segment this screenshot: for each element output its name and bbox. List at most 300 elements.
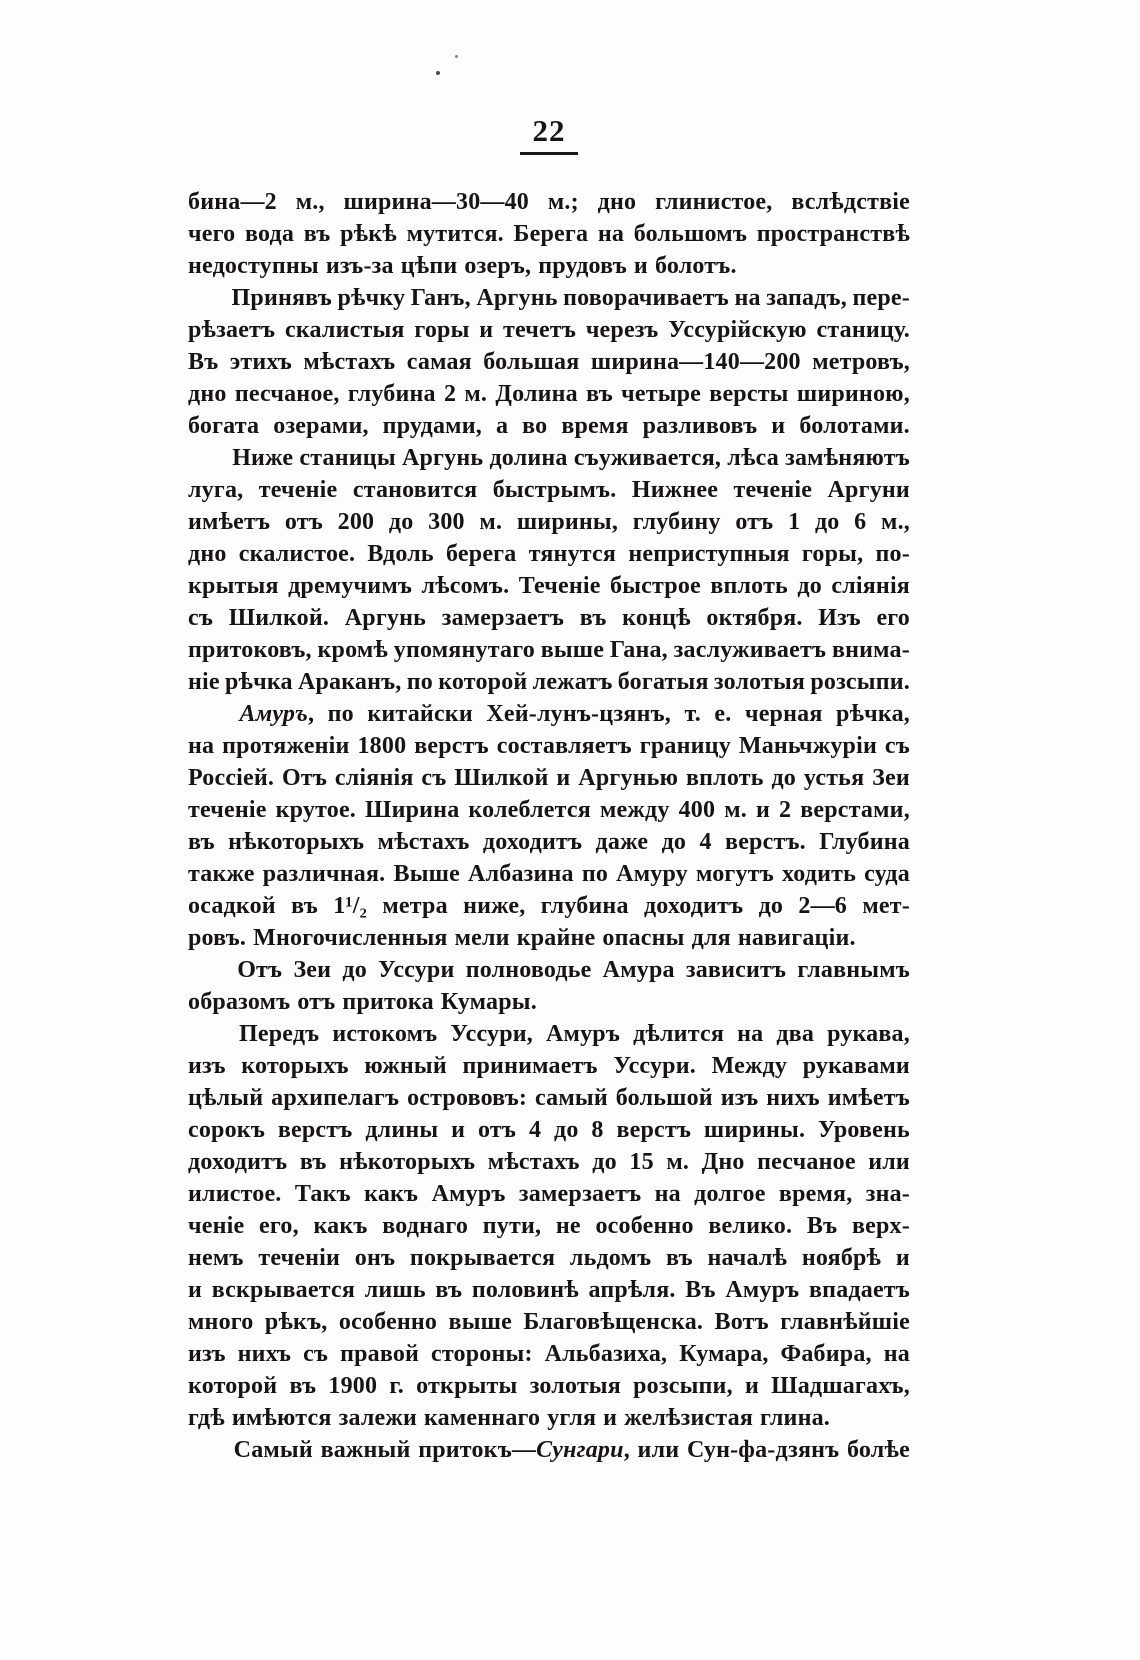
word: Зеи <box>293 957 332 983</box>
word: Вотъ <box>714 1309 769 1335</box>
word: и <box>755 797 770 823</box>
word: озерами, <box>273 413 369 439</box>
word: Долина <box>495 381 578 407</box>
word: и <box>451 1117 466 1143</box>
word: ширина—140—200 <box>590 349 801 375</box>
word: богатыя <box>617 669 709 695</box>
word: и <box>895 1245 910 1271</box>
word: Между <box>711 1053 788 1079</box>
word: на <box>654 1181 681 1207</box>
word: даже <box>595 829 649 855</box>
word: 4 <box>528 1117 542 1143</box>
word: Благовѣщенска. <box>523 1309 704 1335</box>
word: западъ, <box>766 285 847 311</box>
word: доходитъ <box>482 829 583 855</box>
text-line <box>188 1178 910 1210</box>
word: впадаетъ <box>809 1277 910 1303</box>
word: верстъ <box>277 1117 353 1143</box>
word: кромѣ <box>317 637 388 663</box>
word: на <box>734 285 761 311</box>
word: берега <box>446 541 517 567</box>
word: два <box>776 1021 815 1047</box>
scan-speck <box>436 71 440 75</box>
word: долгое <box>694 1181 766 1207</box>
text-line <box>188 474 910 506</box>
word: ширины, <box>516 509 619 535</box>
word: началѣ <box>707 1245 788 1271</box>
word: съ <box>188 605 214 631</box>
word: полноводье <box>465 957 592 983</box>
text-line <box>188 410 910 442</box>
word: навигаціи. <box>737 925 856 951</box>
word: лежатъ <box>532 669 613 695</box>
word: апрѣля. <box>588 1277 676 1303</box>
word: Передъ <box>239 1021 320 1047</box>
word: желѣзистая <box>624 1405 753 1431</box>
word: глина. <box>760 1405 831 1431</box>
word: песчаное, <box>234 381 340 407</box>
word: особенно <box>338 1309 438 1335</box>
word: архипелагъ <box>271 1085 400 1111</box>
word: Аргунь <box>401 445 484 471</box>
word: м. <box>666 1149 690 1175</box>
word: имѣетъ <box>188 509 271 535</box>
word: глубина <box>540 893 629 919</box>
text-line <box>188 954 910 986</box>
word: 2 <box>779 797 792 823</box>
word: Изъ <box>818 605 861 631</box>
page-number: 22 <box>532 113 566 148</box>
word: различная. <box>262 861 386 887</box>
word: образомъ <box>188 989 291 1015</box>
word: версты <box>709 381 789 407</box>
word: верх- <box>852 1213 910 1239</box>
word: сорокъ <box>188 1117 266 1143</box>
word: рѣчку <box>337 285 406 311</box>
word: Шилкой. <box>228 605 330 631</box>
word: тянутся <box>528 541 617 567</box>
text-line <box>188 1370 910 1402</box>
word: изъ-за <box>325 253 394 279</box>
word: верстами, <box>800 797 910 823</box>
word: вслѣдствіе <box>791 189 910 215</box>
word: стороны: <box>431 1341 533 1367</box>
paragraph-indent <box>188 464 226 465</box>
word: теченіе <box>258 477 338 503</box>
word: Уссури. <box>613 1053 696 1079</box>
text-line <box>188 1306 910 1338</box>
word: этихъ <box>229 349 292 375</box>
word: розсыпи, <box>633 1373 733 1399</box>
word: богата <box>188 413 260 439</box>
word: до <box>592 1149 617 1175</box>
word: дно <box>597 189 637 215</box>
word: а <box>495 413 509 439</box>
text-line <box>188 1050 910 1082</box>
word: рѣкѣ <box>340 221 397 247</box>
word: лѣса <box>727 445 779 471</box>
word: главнѣйшіе <box>780 1309 910 1335</box>
text-line <box>188 602 910 634</box>
word: дно <box>188 381 227 407</box>
word: Въ <box>685 1277 716 1303</box>
word: выше <box>540 637 605 663</box>
word: рѣчка, <box>836 701 910 727</box>
word: сліянія <box>831 573 910 599</box>
word: Маньчжуріи <box>738 733 877 759</box>
word: болѣе <box>847 1437 910 1463</box>
word: Шилкой <box>454 765 549 791</box>
word: Отъ <box>281 765 328 791</box>
text-line <box>188 186 910 218</box>
word: замерзаетъ <box>518 1181 642 1207</box>
word: которыхъ <box>241 1053 349 1079</box>
word: метровъ, <box>812 349 910 375</box>
text-line <box>188 282 910 314</box>
word: ченіе <box>188 1213 245 1239</box>
word: верстъ <box>414 733 489 759</box>
word: протяженіи <box>222 733 350 759</box>
word: зависитъ <box>685 957 787 983</box>
page-header <box>188 114 910 155</box>
word: илистое. <box>188 1181 282 1207</box>
word: 1900 <box>328 1373 378 1399</box>
word: осадкой <box>188 893 276 919</box>
word: рукавами <box>802 1053 910 1079</box>
word: его, <box>259 1213 299 1239</box>
word: 1800 <box>357 733 407 759</box>
text-line <box>188 218 910 250</box>
word: въ <box>188 829 215 855</box>
word: дремучимъ <box>288 573 413 599</box>
word: м. <box>724 797 747 823</box>
word: суда <box>864 861 910 887</box>
word: теченіе <box>733 477 813 503</box>
word: Амуръ, <box>239 701 315 727</box>
word: внима- <box>831 637 910 663</box>
text-line <box>188 1434 910 1466</box>
word: Выше <box>393 861 460 887</box>
word: истокомъ <box>332 1021 438 1047</box>
word: колеблется <box>468 797 591 823</box>
word: воднаго <box>382 1213 469 1239</box>
word: вода <box>244 221 295 247</box>
word: ноябрѣ <box>801 1245 882 1271</box>
word: нихъ <box>766 1085 820 1111</box>
word: Зеи <box>872 765 910 791</box>
word: черная <box>744 701 823 727</box>
word: Берега <box>513 221 589 247</box>
word: рѣкъ, <box>264 1309 328 1335</box>
word: цѣпи <box>400 253 458 279</box>
word: прудовъ <box>538 253 627 279</box>
text-line <box>188 794 910 826</box>
word: для <box>691 925 731 951</box>
paragraph-indent <box>188 1456 226 1457</box>
word: пути, <box>482 1213 542 1239</box>
word: доходитъ <box>643 893 744 919</box>
word: заслуживаетъ <box>673 637 827 663</box>
word: шириною, <box>796 381 910 407</box>
word: покрывается <box>409 1245 556 1271</box>
word: въ <box>666 1245 693 1271</box>
word: лѣсомъ. <box>421 573 510 599</box>
word: четыре <box>621 381 702 407</box>
word: Уссурійскую <box>668 317 807 343</box>
text-line <box>188 314 910 346</box>
text-line <box>188 1402 910 1434</box>
word: отъ <box>478 1117 517 1143</box>
word: 300 <box>428 509 465 535</box>
word: 400 <box>678 797 716 823</box>
text-line <box>188 1018 910 1050</box>
word: не <box>555 1213 581 1239</box>
word: мели <box>454 925 510 951</box>
word: Нижнее <box>631 477 719 503</box>
word: китайски <box>367 701 473 727</box>
word: м. <box>479 509 503 535</box>
text-line <box>188 698 910 730</box>
text-line <box>188 538 910 570</box>
text-line <box>188 1210 910 1242</box>
word: имѣются <box>231 1405 332 1431</box>
word: песчаное <box>757 1149 856 1175</box>
text-line <box>188 442 910 474</box>
text-line <box>188 986 910 1018</box>
paragraph-indent <box>188 720 226 721</box>
word: большая <box>483 349 580 375</box>
word: и <box>633 253 648 279</box>
word: изъ <box>188 1341 226 1367</box>
word: горы, <box>801 541 864 567</box>
word: глубину <box>632 509 721 535</box>
word: немъ <box>188 1245 244 1271</box>
text-line <box>188 858 910 890</box>
word: большомъ <box>633 221 748 247</box>
word: до <box>771 765 797 791</box>
word: Амура <box>602 957 675 983</box>
word: 4 <box>699 829 712 855</box>
text-line <box>188 346 910 378</box>
word: станицы <box>299 445 396 471</box>
paragraph-indent <box>188 1040 226 1041</box>
word: Въ <box>806 1213 838 1239</box>
text-line <box>188 890 910 922</box>
word: въ <box>435 1277 463 1303</box>
word: притокъ—Сунгари, <box>418 1437 630 1463</box>
word: съ <box>421 765 447 791</box>
word: въ <box>586 381 613 407</box>
text-line <box>188 922 910 954</box>
word: Шадшагахъ, <box>771 1373 910 1399</box>
word: главнымъ <box>797 957 910 983</box>
word: Уровень <box>817 1117 910 1143</box>
word: Дно <box>701 1149 745 1175</box>
word: притоковъ, <box>188 637 312 663</box>
word: м. <box>464 381 488 407</box>
word: залежи <box>338 1405 417 1431</box>
word: 2 <box>443 381 457 407</box>
word: м.; <box>547 189 579 215</box>
word: Глубина <box>819 829 910 855</box>
text-line <box>188 826 910 858</box>
word: Въ <box>188 349 219 375</box>
word: въ <box>289 1373 317 1399</box>
word: Теченіе <box>518 573 601 599</box>
text-line <box>188 762 910 794</box>
word: розсыпи. <box>810 669 910 695</box>
word: пространствѣ <box>756 221 910 247</box>
word: дно <box>188 541 227 567</box>
word: бина—2 <box>188 189 277 215</box>
word: чего <box>188 221 236 247</box>
word: концѣ <box>622 605 691 631</box>
word: правой <box>340 1341 420 1367</box>
text-line <box>188 1274 910 1306</box>
word: 15 <box>629 1149 654 1175</box>
word: становится <box>352 477 478 503</box>
word: и <box>603 1405 618 1431</box>
word: его <box>876 605 910 631</box>
word: льдомъ <box>569 1245 652 1271</box>
word: самый <box>535 1085 608 1111</box>
word: Ганъ, <box>410 285 471 311</box>
word: озеръ, <box>464 253 532 279</box>
word: Отъ <box>237 957 283 983</box>
word: велико. <box>708 1213 793 1239</box>
word: по- <box>875 541 910 567</box>
word: быстрымъ. <box>492 477 617 503</box>
word: верстъ <box>616 1117 692 1143</box>
word: ниже, <box>463 893 526 919</box>
page-text-block <box>188 186 910 1466</box>
word: въ <box>303 221 331 247</box>
word: каменнаго <box>424 1405 541 1431</box>
word: Многочисленныя <box>253 925 448 951</box>
word: рукава, <box>827 1021 910 1047</box>
word: могутъ <box>695 861 774 887</box>
word: верстъ. <box>725 829 806 855</box>
word: луга, <box>188 477 244 503</box>
word: много <box>188 1309 254 1335</box>
text-line <box>188 666 910 698</box>
word: до <box>388 509 414 535</box>
word: крытыя <box>188 573 279 599</box>
word: по <box>327 701 354 727</box>
word: въ <box>299 1149 327 1175</box>
word: по <box>406 669 433 695</box>
word: т. <box>684 701 701 727</box>
word: границу <box>639 733 731 759</box>
word: Амуръ <box>546 1021 621 1047</box>
word: отъ <box>284 509 323 535</box>
word: Сун-фа-дзянъ <box>686 1437 840 1463</box>
word: е. <box>714 701 732 727</box>
page-number-rule <box>520 152 578 155</box>
word: упомянутаго <box>393 637 535 663</box>
word: открыты <box>416 1373 518 1399</box>
word: важный <box>320 1437 411 1463</box>
word: Вдоль <box>367 541 434 567</box>
word: ширина—30—40 <box>343 189 529 215</box>
word: южный <box>364 1053 447 1079</box>
word: какъ <box>313 1213 368 1239</box>
word: станицу. <box>816 317 910 343</box>
word: между <box>600 797 670 823</box>
word: сліянія <box>334 765 414 791</box>
word: 8 <box>591 1117 604 1143</box>
word: или <box>868 1149 910 1175</box>
word: съуживается, <box>573 445 722 471</box>
word: долина <box>489 445 568 471</box>
word: золотыя <box>713 669 806 695</box>
paragraph-indent <box>188 976 226 977</box>
scan-speck <box>455 55 458 58</box>
word: время <box>561 413 629 439</box>
word: нѣкоторыхъ <box>339 1149 476 1175</box>
text-line <box>188 506 910 538</box>
word: пере- <box>852 285 910 311</box>
word: до <box>814 509 840 535</box>
word: рѣзаетъ <box>188 317 276 343</box>
word: съ <box>884 733 910 759</box>
word: во <box>522 413 548 439</box>
word: составляетъ <box>496 733 632 759</box>
word: болотъ. <box>654 253 737 279</box>
text-line <box>188 1082 910 1114</box>
text-line <box>188 1114 910 1146</box>
word: притока <box>342 989 434 1015</box>
word: и <box>771 413 786 439</box>
word: течетъ <box>503 317 577 343</box>
word: Фабира, <box>780 1341 872 1367</box>
word: м., <box>881 509 910 535</box>
word: въ <box>579 605 607 631</box>
word: Амуръ <box>431 1181 506 1207</box>
word: теченіе <box>188 797 267 823</box>
word: вскрывается <box>211 1277 356 1303</box>
word: Кумары. <box>440 989 537 1015</box>
word: или <box>637 1437 680 1463</box>
word: Гана, <box>609 637 668 663</box>
word: острововъ: <box>407 1085 528 1111</box>
text-line <box>188 378 910 410</box>
word: и <box>479 317 494 343</box>
word: крутое. <box>275 797 356 823</box>
word: Аргунью <box>578 765 679 791</box>
word: ширины. <box>703 1117 806 1143</box>
word: лишь <box>364 1277 426 1303</box>
word: скалистое. <box>238 541 356 567</box>
word: дѣлится <box>633 1021 725 1047</box>
word: Араканъ, <box>297 669 402 695</box>
word: Аргуни <box>827 477 910 503</box>
word: онъ <box>354 1245 396 1271</box>
word: Самый <box>233 1437 313 1463</box>
word: время, <box>778 1181 853 1207</box>
word: мѣстахъ <box>487 1149 580 1175</box>
word: Такъ <box>294 1181 351 1207</box>
word: Кумара, <box>679 1341 769 1367</box>
word: Принявъ <box>231 285 332 311</box>
word: вплоть <box>710 573 788 599</box>
word: прудами, <box>382 413 482 439</box>
word: цѣлый <box>188 1085 264 1111</box>
word: которой <box>438 669 528 695</box>
word: изъ <box>720 1085 759 1111</box>
word: самая <box>406 349 472 375</box>
word: замерзаетъ <box>441 605 565 631</box>
